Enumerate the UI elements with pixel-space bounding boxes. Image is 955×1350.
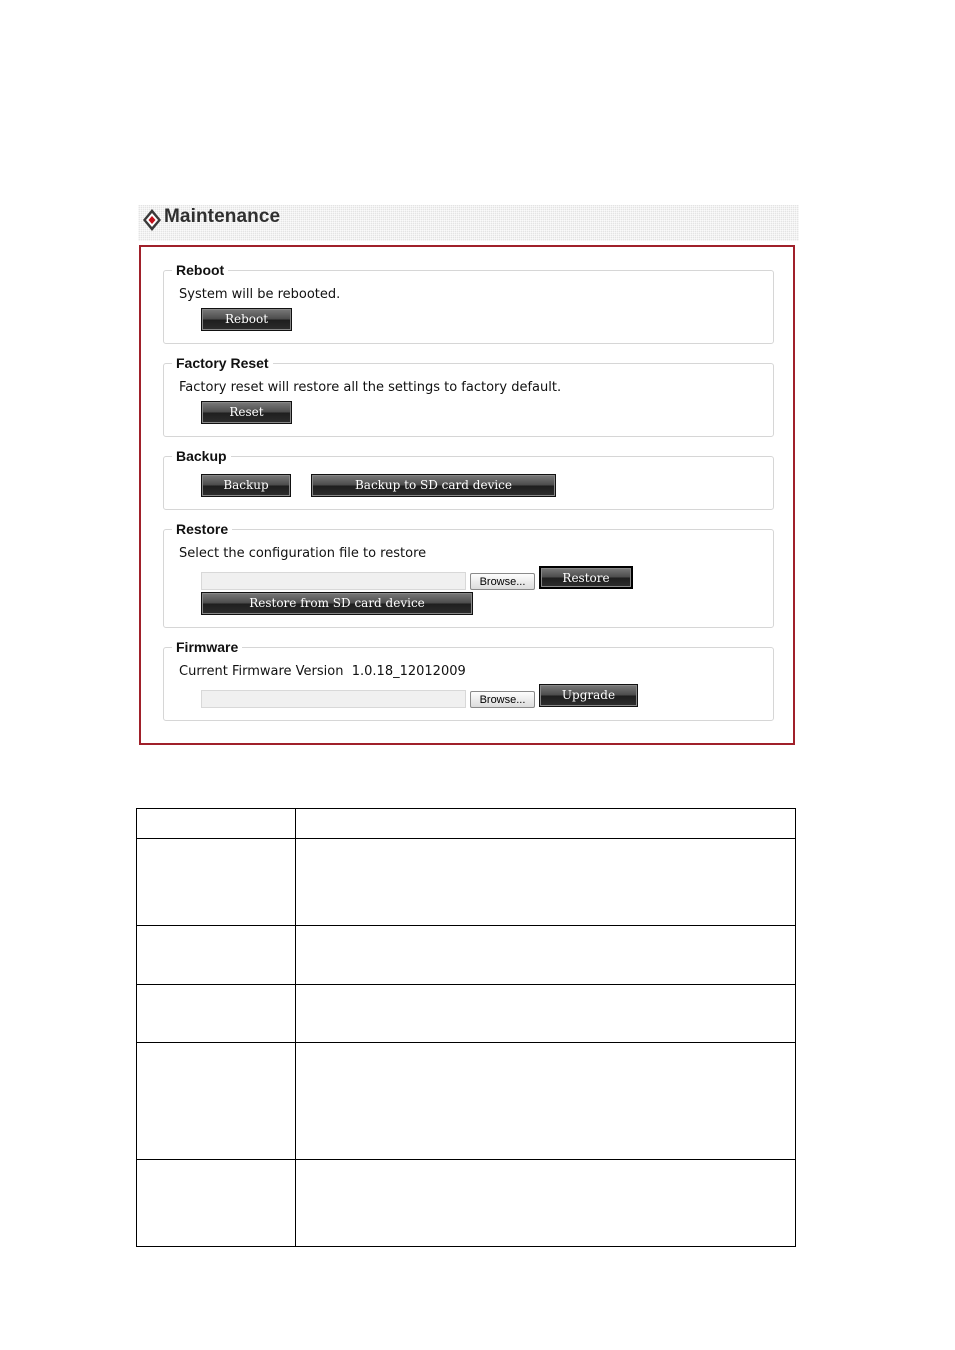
table-row <box>137 809 796 839</box>
firmware-version-value: 1.0.18_12012009 <box>351 664 466 679</box>
maintenance-header <box>138 205 799 241</box>
factory-reset-section-title: Factory Reset <box>176 355 269 371</box>
table-cell <box>296 809 796 839</box>
factory-reset-description: Factory reset will restore all the settings to factory default. <box>179 380 562 395</box>
table-cell <box>137 1043 296 1160</box>
maintenance-panel <box>139 245 795 745</box>
firmware-section-title: Firmware <box>176 639 239 655</box>
table-row <box>137 1160 796 1247</box>
table-cell <box>137 1160 296 1247</box>
table-cell <box>296 1043 796 1160</box>
reset-button[interactable]: Reset <box>201 401 292 424</box>
backup-button[interactable]: Backup <box>201 474 291 497</box>
table-cell <box>296 839 796 926</box>
table-cell <box>137 926 296 985</box>
backup-to-sd-button[interactable]: Backup to SD card device <box>311 474 556 497</box>
table-cell <box>296 1160 796 1247</box>
restore-button[interactable]: Restore <box>539 566 633 589</box>
table-row <box>137 839 796 926</box>
table-row <box>137 1043 796 1160</box>
restore-from-sd-button[interactable]: Restore from SD card device <box>201 592 473 615</box>
backup-section-title: Backup <box>176 448 227 464</box>
firmware-version-label <box>179 664 466 679</box>
upgrade-button[interactable]: Upgrade <box>539 684 638 707</box>
table-row <box>137 985 796 1043</box>
firmware-version-label-text: Current Firmware Version <box>179 664 344 679</box>
page-title: Maintenance <box>164 206 281 227</box>
restore-browse-button[interactable]: Browse... <box>470 573 535 590</box>
table-row <box>137 926 796 985</box>
table-cell <box>296 985 796 1043</box>
reboot-description: System will be rebooted. <box>179 287 341 302</box>
table-cell <box>137 985 296 1043</box>
reboot-section <box>163 262 774 344</box>
table-cell <box>137 839 296 926</box>
restore-description: Select the configuration file to restore <box>179 546 427 561</box>
table-cell <box>296 926 796 985</box>
firmware-section <box>163 639 774 721</box>
maintenance-logo-icon <box>142 208 162 232</box>
factory-reset-section <box>163 355 774 437</box>
info-table <box>136 808 796 1247</box>
firmware-file-input[interactable] <box>201 690 466 708</box>
restore-section-title: Restore <box>176 521 229 537</box>
table-cell <box>137 809 296 839</box>
restore-file-input[interactable] <box>201 572 466 590</box>
reboot-section-title: Reboot <box>176 262 225 278</box>
reboot-button[interactable]: Reboot <box>201 308 292 331</box>
firmware-browse-button[interactable]: Browse... <box>470 691 535 708</box>
